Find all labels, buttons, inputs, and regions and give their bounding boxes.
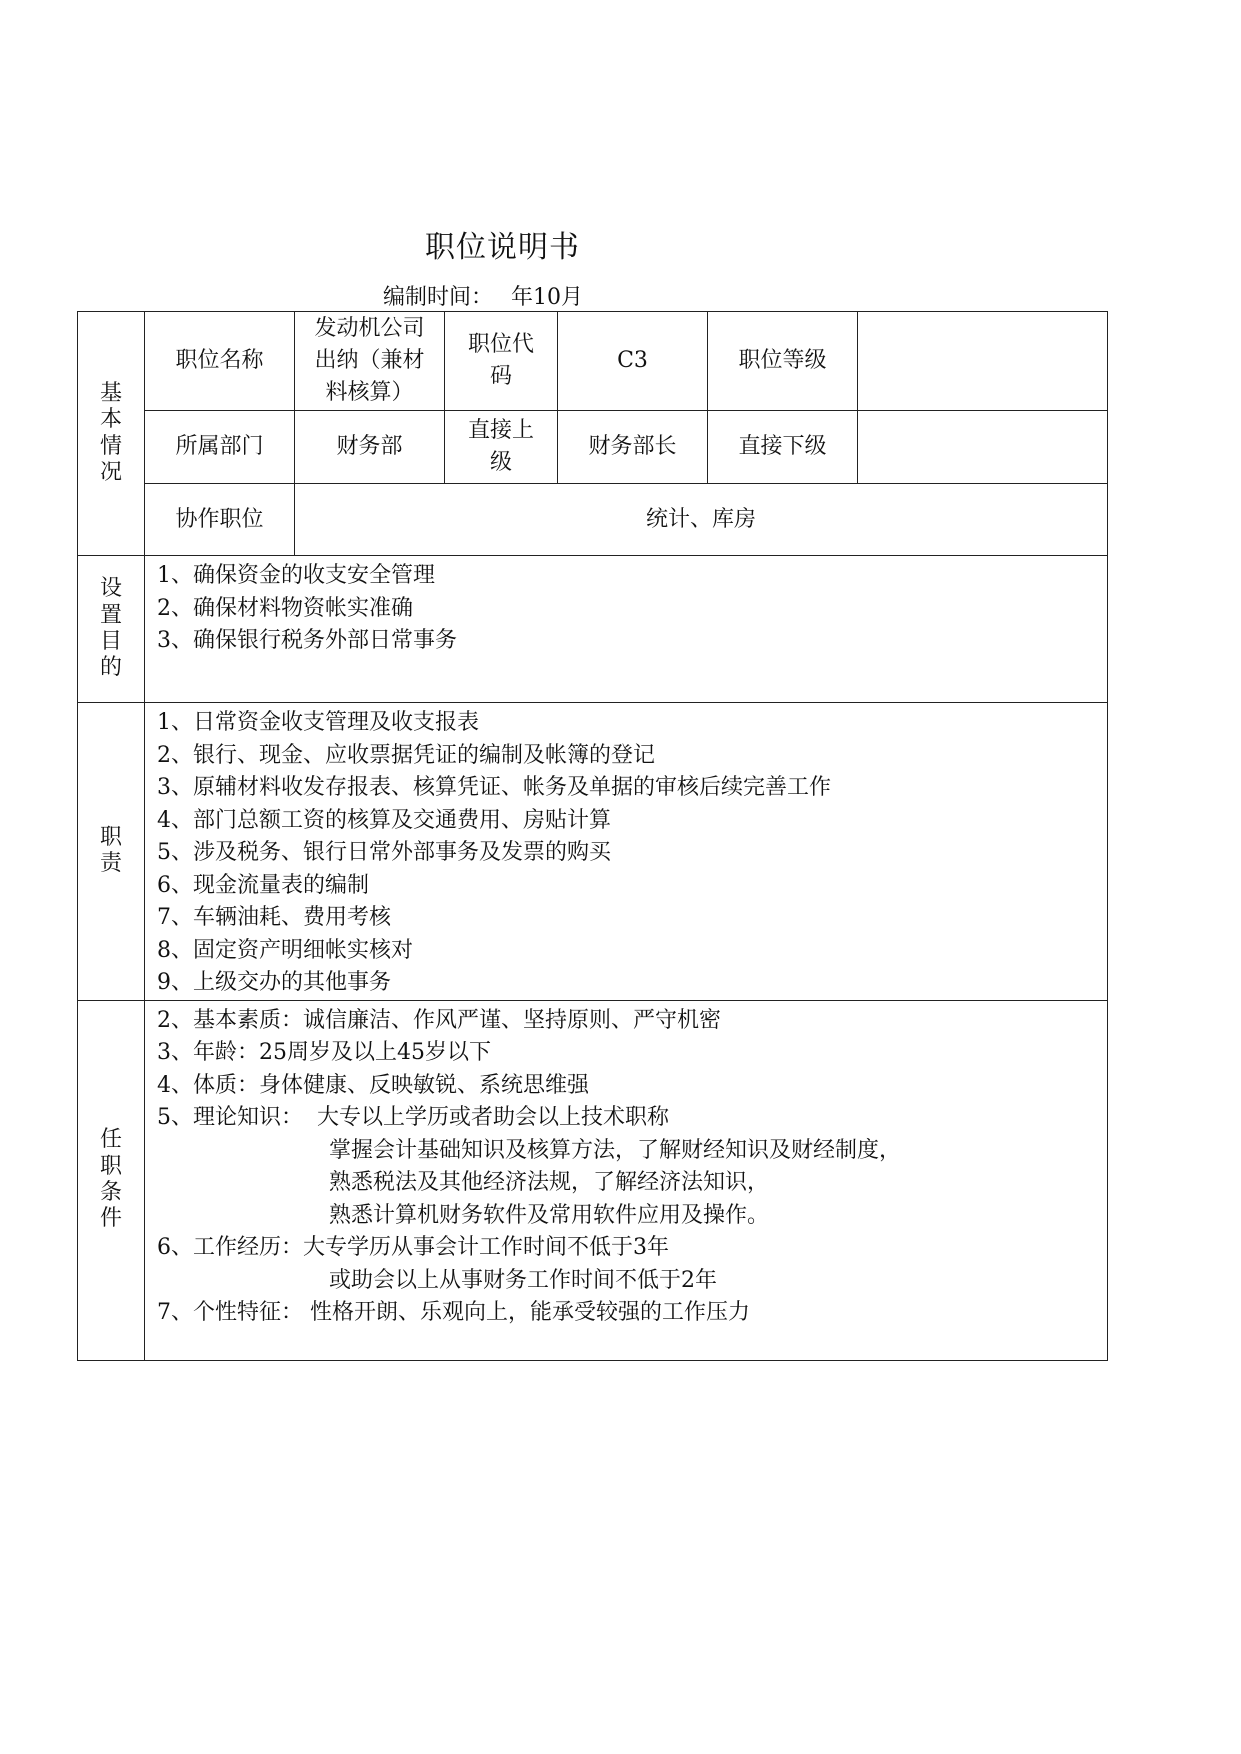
value-superior: 财务部长	[558, 411, 708, 484]
job-description-table	[77, 311, 1108, 1361]
label-department: 所属部门	[145, 411, 295, 484]
table-row	[78, 411, 1108, 484]
section-basic: 基 本 情 况	[78, 312, 145, 556]
value-cooperation: 统计、库房	[295, 484, 1108, 556]
list-item: 2、银行、现金、应收票据凭证的编制及帐簿的登记	[157, 742, 655, 768]
table-row	[78, 312, 1108, 411]
section-duties: 职 责	[78, 703, 145, 1001]
list-item: 熟悉计算机财务软件及常用软件应用及操作。	[329, 1202, 770, 1228]
list-item: 3、确保银行税务外部日常事务	[157, 628, 457, 653]
list-item: 5、理论知识： 大专以上学历或者助会以上技术职称	[157, 1105, 669, 1130]
section-purpose: 设 置 目 的	[78, 556, 145, 703]
list-item: 2、基本素质：诚信廉洁、作风严谨、坚持原则、严守机密	[157, 1007, 721, 1033]
value-department: 财务部	[295, 411, 445, 484]
table-row	[78, 484, 1108, 556]
list-item: 8、固定资产明细帐实核对	[157, 937, 413, 963]
list-item: 6、工作经历：大专学历从事会计工作时间不低于3年	[157, 1235, 669, 1260]
qualifications-list	[145, 1000, 1108, 1360]
purpose-list	[145, 556, 1108, 703]
label-position-code: 职位代 码	[445, 312, 558, 411]
list-item: 7、车辆油耗、费用考核	[157, 905, 391, 930]
label-superior: 直接上 级	[445, 411, 558, 484]
value-subordinate	[858, 411, 1108, 484]
value-position-code: C3	[558, 312, 708, 411]
list-item: 1、日常资金收支管理及收支报表	[157, 710, 479, 735]
label-position-name: 职位名称	[145, 312, 295, 411]
list-item: 3、原辅材料收发存报表、核算凭证、帐务及单据的审核后续完善工作	[157, 775, 831, 800]
list-item: 3、年龄：25周岁及以上45岁以下	[157, 1040, 491, 1065]
value-position-name: 发动机公司 出纳（兼材 料核算）	[295, 312, 445, 411]
list-item: 熟悉税法及其他经济法规，了解经济法知识，	[329, 1170, 770, 1195]
label-position-grade: 职位等级	[708, 312, 858, 411]
list-item: 2、确保材料物资帐实准确	[157, 595, 413, 621]
list-item: 4、部门总额工资的核算及交通费用、房贴计算	[157, 807, 611, 833]
compile-date	[383, 280, 583, 311]
table-row	[78, 703, 1108, 1001]
duties-list	[145, 703, 1108, 1001]
value-position-grade	[858, 312, 1108, 411]
list-item: 5、涉及税务、银行日常外部事务及发票的购买	[157, 840, 611, 865]
list-item: 或助会以上从事财务工作时间不低于2年	[329, 1267, 717, 1293]
section-qualifications: 任 职 条 件	[78, 1000, 145, 1360]
table-row	[78, 1000, 1108, 1360]
label-subordinate: 直接下级	[708, 411, 858, 484]
list-item: 6、现金流量表的编制	[157, 872, 369, 898]
list-item: 1、确保资金的收支安全管理	[157, 563, 435, 588]
list-item: 9、上级交办的其他事务	[157, 970, 391, 995]
compile-date-label: 编制时间：	[383, 285, 494, 310]
list-item: 4、体质：身体健康、反映敏锐、系统思维强	[157, 1072, 589, 1098]
table-row	[78, 556, 1108, 703]
compile-date-value: 年10月	[511, 285, 584, 310]
label-cooperation: 协作职位	[145, 484, 295, 556]
document-title: 职位说明书	[425, 230, 580, 265]
list-item: 掌握会计基础知识及核算方法，了解财经知识及财经制度，	[329, 1137, 902, 1163]
list-item: 7、个性特征： 性格开朗、乐观向上，能承受较强的工作压力	[157, 1300, 750, 1325]
